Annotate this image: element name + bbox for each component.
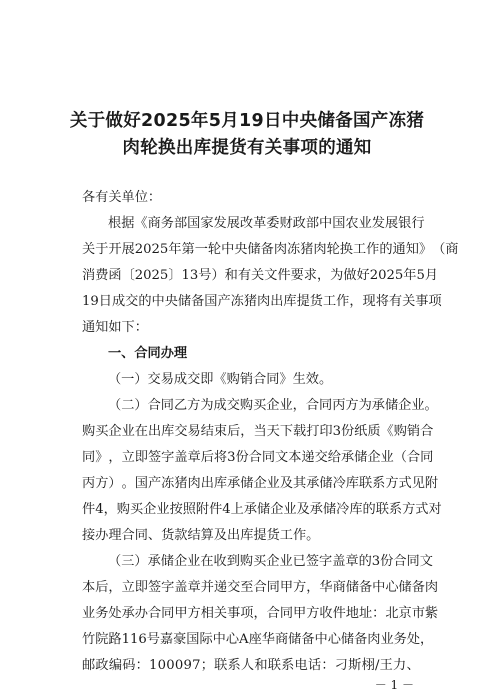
body-line: 1 9 日 成 交 的 中 央 储 备 国 产 冻 猪 肉 出 库 提 货 工 作 ， 现 将 有 关 事 项 xyxy=(82,294,442,309)
body-line: 丙 方 ） 。 国 产 冻 猪 肉 出 库 承 储 企 业 及 其 承 储 冷 库 联 系 方 式 见 附 xyxy=(82,476,439,491)
body-line: 本 后 ， 立 即 签 字 盖 章 并 递 交 至 合 同 甲 方 ， 华 商 储 备 中 心 储 备 肉 xyxy=(82,580,439,595)
body-line: （ 二 ） 合 同 乙 方 为 成 交 购 买 企 业 ， 合 同 丙 方 为 承 储 企 业 。 xyxy=(108,398,438,413)
body-line: 同 》 ， 立 即 签 字 盖 章 后 将 3 份 合 同 文 本 递 交 给 承 储 企 业 （ 合 同 xyxy=(82,450,434,465)
body-line: （ 三 ） 承 储 企 业 在 收 到 购 买 企 业 已 签 字 盖 章 的 3 份 合 同 文 xyxy=(108,554,433,569)
title-line-2: 肉轮换出库提货有关事项的通知 xyxy=(122,138,372,158)
body-line: 接办理合同、货款结算及出库提货工作。 xyxy=(82,528,320,543)
page-number: － 1 － xyxy=(374,678,414,692)
document-title xyxy=(40,108,454,162)
salutation: 各有关单位： xyxy=(82,190,162,205)
body-line: 件 4 ， 购 买 企 业 按 照 附 件 4 上 承 储 企 业 及 承 储 冷 库 的 联 系 方 式 对 xyxy=(82,502,442,517)
body-line: 业 务 处 承 办 合 同 甲 方 相 关 事 项 ， 合 同 甲 方 收 件 地 址 ： 北 京 市 紫 xyxy=(82,606,439,621)
body-line: 消 费 函 〔 2 0 2 5 〕 1 3 号 ） 和 有 关 文 件 要 求 ， 为 做 好 2 0 2 5 年 5 月 xyxy=(82,268,439,283)
body-line: 关 于 开 展 2 0 2 5 年 第 一 轮 中 央 储 备 肉 冻 猪 肉 轮 换 工 作 的 通 知 》 （ 商 xyxy=(82,242,459,257)
body-line: 通知如下： xyxy=(82,320,148,335)
body-line: 邮 政 编 码 ： 1 0 0 0 9 7 ； 联 系 人 和 联 系 电 话 ： 刁 斯 栩 / 王 力 、 xyxy=(82,658,420,673)
body-line: （一）交易成交即《购销合同》生效。 xyxy=(108,372,333,387)
title-line-1: 关于做好2025年5月19日中央储备国产冻猪 xyxy=(69,111,425,131)
section-heading: 一、合同办理 xyxy=(108,346,188,361)
body-line: 根 据 《 商 务 部 国 家 发 展 改 革 委 财 政 部 中 国 农 业 发 展 银 行 xyxy=(108,216,425,231)
body-line: 购 买 企 业 在 出 库 交 易 结 束 后 ， 当 天 下 载 打 印 3 份 纸 质 《 购 销 合 xyxy=(82,424,434,439)
body-line: 竹 院 路 1 1 6 号 嘉 豪 国 际 中 心 A 座 华 商 储 备 中 心 储 备 肉 业 务 处 ， xyxy=(82,632,434,647)
